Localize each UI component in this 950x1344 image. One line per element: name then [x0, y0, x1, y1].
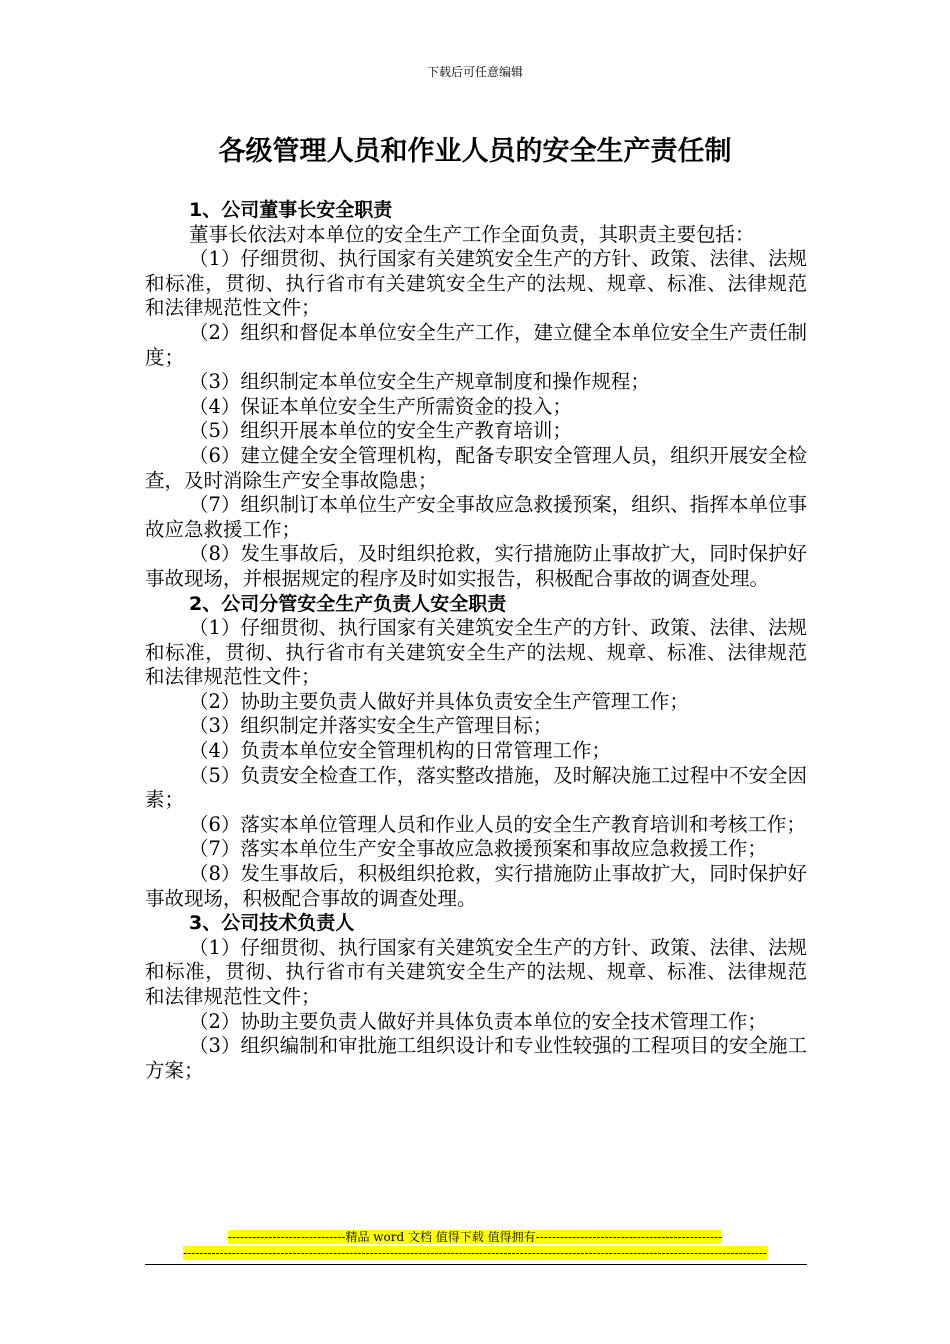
footer-banner: [0, 1229, 950, 1245]
paragraph: （2）组织和督促本单位安全生产工作，建立健全本单位安全生产责任制度；: [145, 320, 807, 369]
paragraph: （8）发生事故后，积极组织抢救，实行措施防止事故扩大，同时保护好事故现场，积极配合事故的调查处理。: [145, 862, 807, 910]
paragraph: （4）负责本单位安全管理机构的日常管理工作；: [189, 739, 611, 763]
header-note: 下载后可任意编辑: [426, 65, 523, 79]
paragraph: （6）落实本单位管理人员和作业人员的安全生产教育培训和考核工作；: [189, 812, 806, 836]
footer-banner-text: -----------------------------精品 word 文档 值得下载 值得拥有----------------------------------------------: [227, 1230, 723, 1244]
footer-rule: [145, 1264, 807, 1265]
paragraph: （6）建立健全安全管理机构，配备专职安全管理人员，组织开展安全检查，及时消除生产安全事故隐患；: [145, 443, 807, 492]
paragraph: （1）仔细贯彻、执行国家有关建筑安全生产的方针、政策、法律、法规和标准，贯彻、执行省市有关建筑安全生产的法规、规章、标准、法律规范和法律规范性文件；: [145, 247, 807, 320]
paragraph: （3）组织制定并落实安全生产管理目标；: [189, 714, 553, 738]
paragraph: （5）组织开展本单位的安全生产教育培训；: [189, 419, 572, 443]
paragraph: （8）发生事故后，及时组织抢救，实行措施防止事故扩大，同时保护好事故现场，并根据规定的程序及时如实报告，积极配合事故的调查处理。: [145, 542, 807, 590]
footer-dash-line: [0, 1245, 950, 1261]
paragraph: （7）组织制订本单位生产安全事故应急救援预案，组织、指挥本单位事故应急救援工作；: [145, 493, 807, 541]
paragraph: （3）组织制定本单位安全生产规章制度和操作规程；: [189, 370, 650, 394]
paragraph: （3）组织编制和审批施工组织设计和专业性较强的工程项目的安全施工方案；: [145, 1034, 807, 1082]
paragraph: 董事长依法对本单位的安全生产工作全面负责，其职责主要包括：: [189, 222, 755, 246]
paragraph: （2）协助主要负责人做好并具体负责本单位的安全技术管理工作；: [189, 1009, 767, 1033]
paragraph: （5）负责安全检查工作，落实整改措施，及时解决施工过程中不安全因素；: [145, 763, 807, 812]
section-heading: 2、公司分管安全生产负责人安全职责: [189, 592, 507, 615]
paragraph: （1）仔细贯彻、执行国家有关建筑安全生产的方针、政策、法律、法规和标准，贯彻、执行省市有关建筑安全生产的法规、规章、标准、法律规范和法律规范性文件；: [145, 935, 807, 1008]
paragraph: （7）落实本单位生产安全事故应急救援预案和事故应急救援工作；: [189, 837, 767, 861]
section-heading: 3、公司技术负责人: [189, 912, 355, 935]
paragraph: （2）协助主要负责人做好并具体负责安全生产管理工作；: [189, 689, 689, 713]
paragraph: （1）仔细贯彻、执行国家有关建筑安全生产的方针、政策、法律、法规和标准，贯彻、执行省市有关建筑安全生产的法规、规章、标准、法律规范和法律规范性文件；: [145, 616, 807, 689]
footer-dash-text: ------------------------------------------------------------------------------------------------------------------------------------------------: [183, 1246, 767, 1260]
section-heading: 1、公司董事长安全职责: [189, 199, 393, 221]
paragraph: （4）保证本单位安全生产所需资金的投入；: [189, 394, 572, 418]
document-title: 各级管理人员和作业人员的安全生产责任制: [218, 136, 732, 167]
document-body: [145, 198, 807, 1083]
